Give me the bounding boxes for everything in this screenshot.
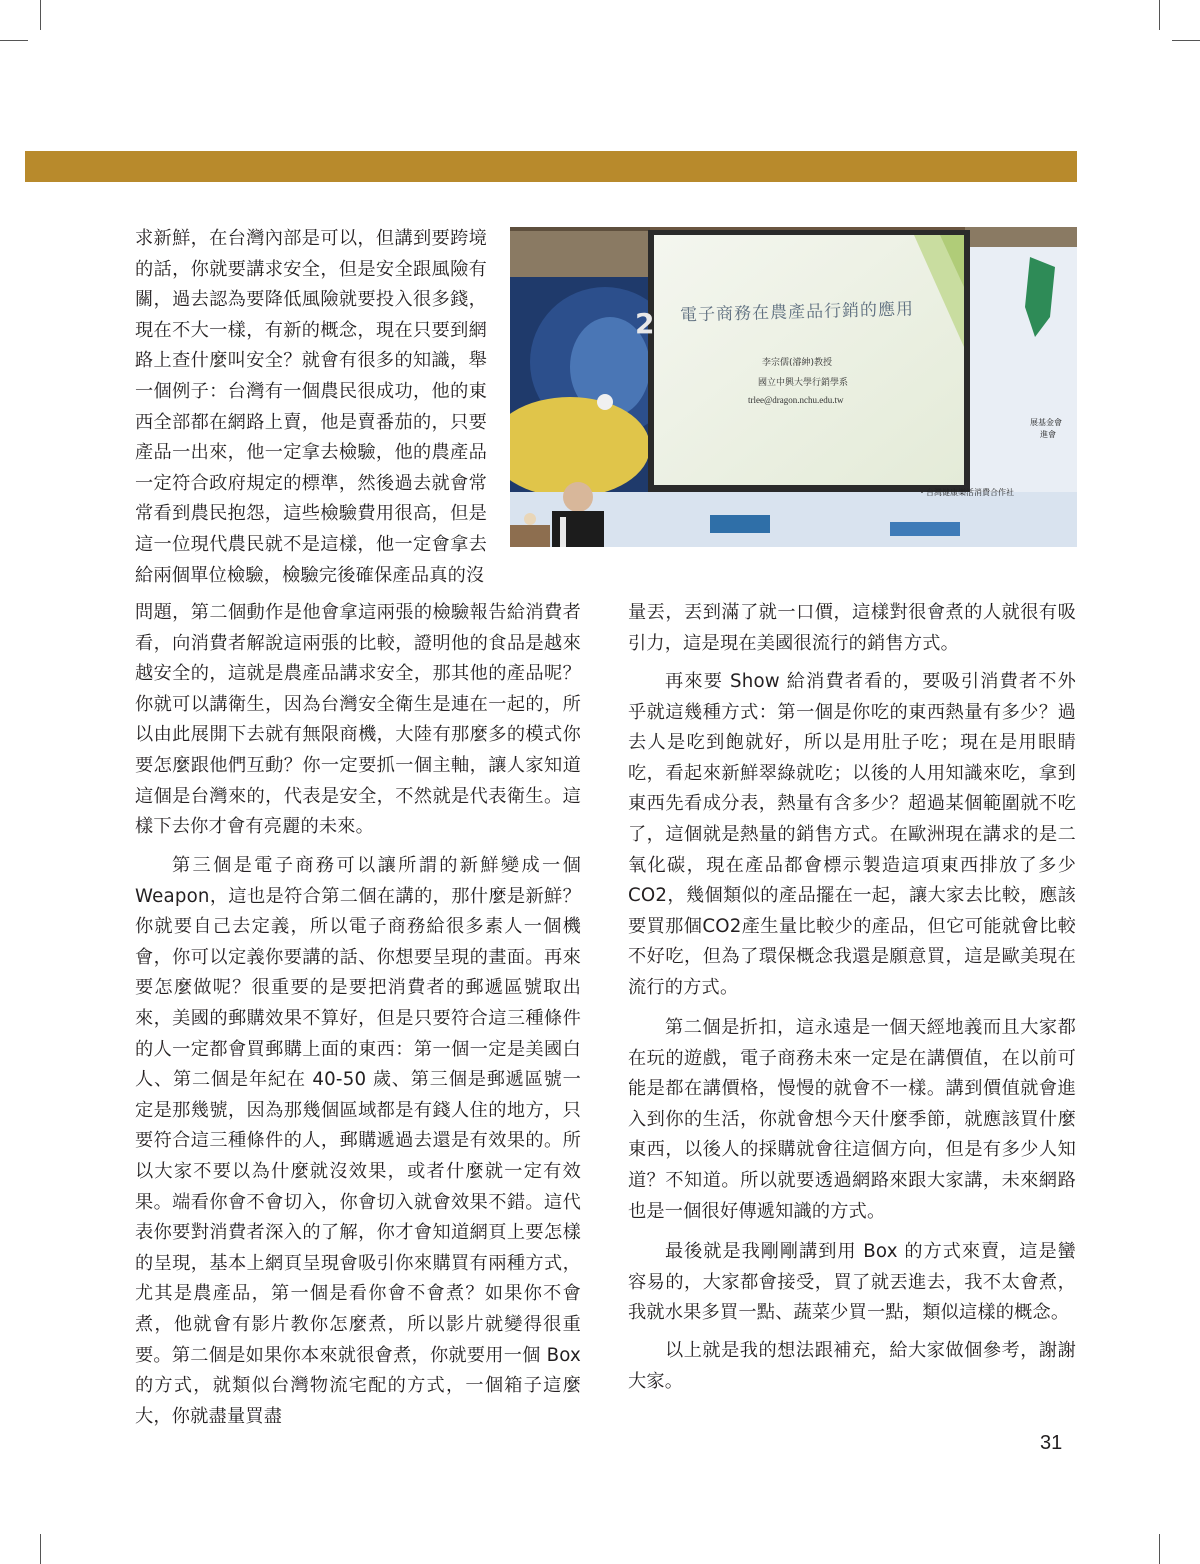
slide-title: 電子商務在農產品行銷的應用 (679, 299, 915, 325)
right-column-paragraph-2: 再來要 Show 給消費者看的，要吸引消費者不外乎就這幾種方式：第一個是你吃的東西熱量有多少？過去人是吃到飽就好，所以是用肚子吃；現在是用眼睛吃，看起來新鮮翠綠就吃；以後的人用知識來吃，拿到東西先看成分表，熱量有含多少？超過某個範圍就不吃了，這個就是熱量的銷售方式。在歐洲現在講求的是二氧化碳，現在產品都會標示製造這項東西排放了多少 CO2，幾個類似的產品擺在一起，讓大家去比較，應該要買那個CO2產生量比較少的產品，但它可能就會比較不好吃，但為了環保概念我還是願意買，這是歐美現在流行的方式。 (628, 671, 1076, 998)
banner-text-right-1: 展基金會 (1030, 418, 1062, 427)
left-column-paragraph-1-bottom: 問題，第二個動作是他會拿這兩張的檢驗報告給消費者看，向消費者解說這兩張的比較，證明他的食品是越來越安全的，這就是農產品講求安全，那其他的產品呢？你就可以講衛生，因為台灣安全衛生是連在一起的，所以由此展開下去就有無限商機，大陸有那麼多的模式你要怎麼跟他們互動？你一定要抓一個主軸，讓人家知道這個是台灣來的，代表是安全，不然就是代表衛生。這樣下去你才會有亮麗的未來。 (135, 602, 581, 838)
lecture-photo (510, 227, 1077, 547)
crop-mark-top-right-h (1172, 40, 1200, 41)
right-column-paragraph-4: 最後就是我剛剛講到用 Box 的方式來賣，這是蠻容易的，大家都會接受，買了就丟進去，我不太會煮，我就水果多買一點、蔬菜少買一點，類似這樣的概念。 (628, 1241, 1076, 1324)
right-column-paragraph-3: 第二個是折扣，這永遠是一個天經地義而且大家都在玩的遊戲，電子商務未來一定是在講價值，在以前可能是都在講價格，慢慢的就會不一樣。講到價值就會進入到你的生活，你就會想今天什麼季節，就應該買什麼東西，以後人的採購就會往這個方向，但是有多少人知道？不知道。所以就要透過網路來跟大家講，未來網路也是一個很好傳遞知識的方式。 (628, 1017, 1076, 1222)
left-column-paragraph-2: 第三個是電子商務可以讓所謂的新鮮變成一個Weapon，這也是符合第二個在講的，那什麼是新鮮？你就要自己去定義，所以電子商務給很多素人一個機會，你可以定義你要講的話、你想要呈現的畫面。再來要怎麼做呢？很重要的是要把消費者的郵遞區號取出來，美國的郵購效果不算好，但是只要符合這三種條件的人一定都會買郵購上面的東西：第一個一定是美國白人、第二個是年紀在 40-50 歲、第三個是郵遞區號一定是那幾號，因為那幾個區域都是有錢人住的地方，只要符合這三種條件的人，郵購遞過去還是有效果的。所以大家不要以為什麼就沒效果，或者什麼就一定有效果。端看你會不會切入，你會切入就會效果不錯。這代表你要對消費者深入的了解，你才會知道網頁上要怎樣的呈現，基本上網頁呈現會吸引你來購買有兩種方式，尤其是農產品，第一個是看你會不會煮？如果你不會煮，他就會有影片教你怎麼煮，所以影片就變得很重要。第二個是如果你本來就很會煮，你就要用一個 Box 的方式，就類似台灣物流宅配的方式，一個箱子這麼大，你就盡量買盡 (135, 855, 581, 1427)
right-column-paragraph-1: 量丟，丟到滿了就一口價，這樣對很會煮的人就很有吸引力，這是現在美國很流行的銷售方式。 (628, 602, 1076, 654)
banner-text-bottom: ・台灣健康樂活消費合作社 (918, 488, 1014, 497)
crop-mark-top-left-v (40, 0, 41, 30)
slide-email: trlee@dragon.nchu.edu.tw (748, 395, 844, 405)
left-column-paragraph-1-top: 求新鮮，在台灣內部是可以，但講到要跨境的話，你就要講求安全，但是安全跟風險有關，過去認為要降低風險就要投入很多錢，現在不大一樣，有新的概念，現在只要到網路上查什麼叫安全？就會有很多的知識，舉一個例子：台灣有一個農民很成功，他的東西全部都在網路上賣，他是賣番茄的，只要產品一出來，他一定拿去檢驗，他的農產品一定符合政府規定的標準，然後過去就會常常看到農民抱怨，這些檢驗費用很高，但是這一位現代農民就不是這樣，他一定會拿去給兩個單位檢驗，檢驗完後確保產品真的沒 (135, 228, 487, 586)
slide-presenter: 李宗儒(濬紳)教授 (762, 358, 833, 368)
crop-mark-bottom-left-v (40, 1534, 41, 1564)
slide-affiliation: 國立中興大學行銷學系 (758, 378, 849, 388)
crop-mark-bottom-right-v (1159, 1534, 1160, 1564)
banner-text-right-2: 進會 (1040, 430, 1056, 439)
banner-number: 2 (635, 307, 655, 340)
right-column-paragraph-5: 以上就是我的想法跟補充，給大家做個參考，謝謝大家。 (628, 1340, 1076, 1392)
header-band (25, 151, 1077, 182)
page-number: 31 (1040, 1432, 1063, 1454)
crop-mark-top-right-v (1159, 0, 1160, 30)
crop-mark-top-left-h (0, 40, 28, 41)
